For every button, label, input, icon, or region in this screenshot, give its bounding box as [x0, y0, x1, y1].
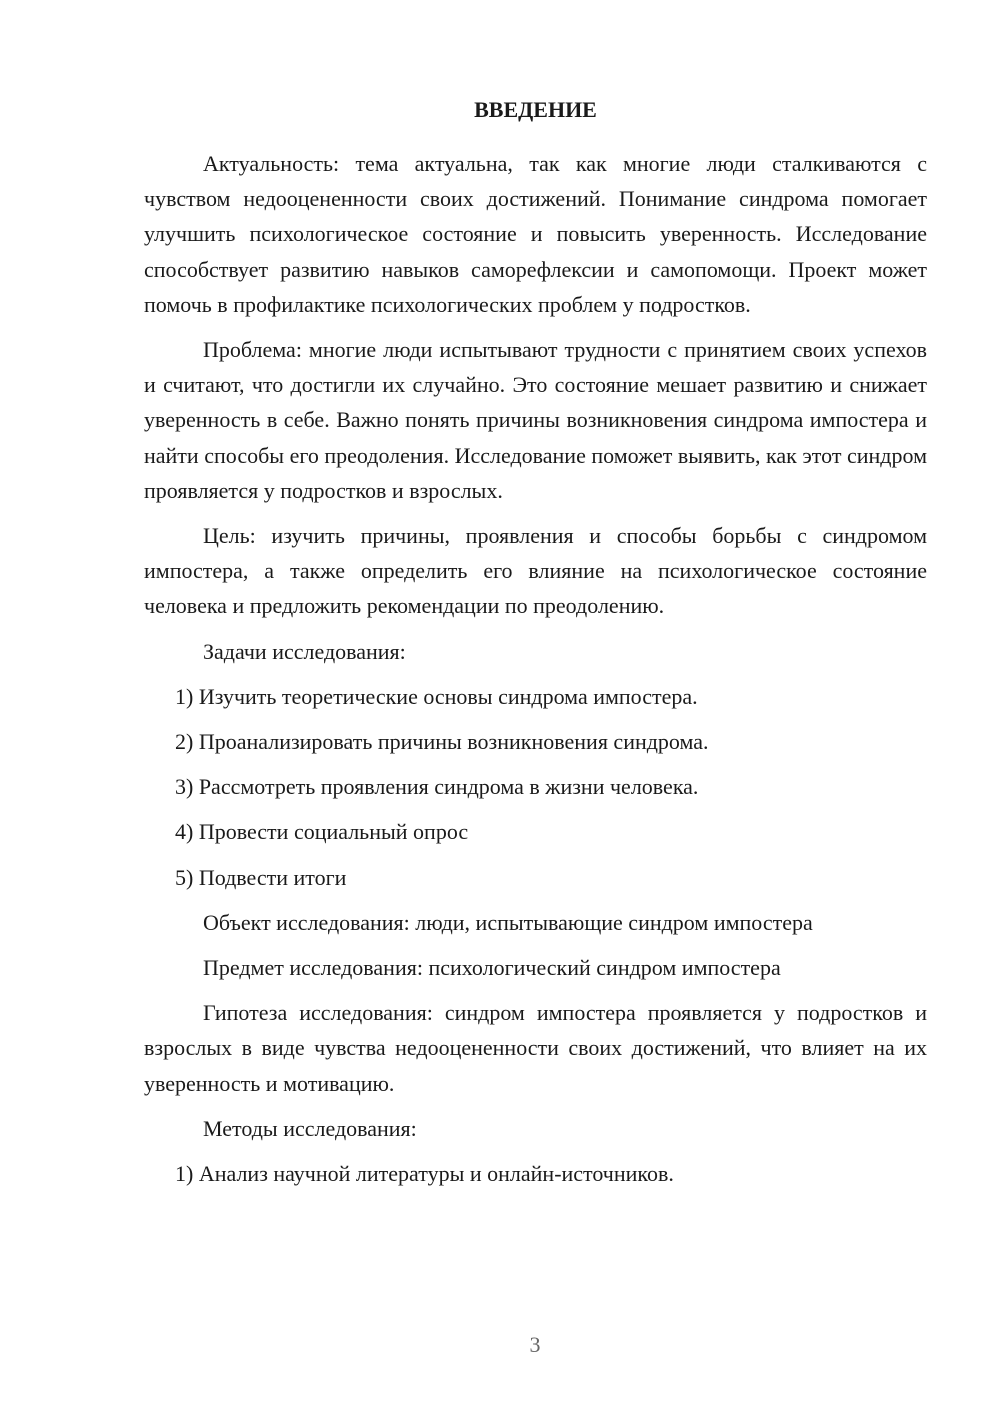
hypothesis-paragraph: Гипотеза исследования: синдром импостера проявляется у подростков и взрослых в виде чувства недооцененности своих достижений, что влияет на их уверенность и мотивацию.	[144, 1000, 927, 1096]
methods-heading: Методы исследования:	[203, 1115, 417, 1141]
tasks-heading: Задачи исследования:	[203, 638, 406, 664]
task-item: 1) Изучить теоретические основы синдрома импостера.	[175, 683, 698, 709]
method-item: 1) Анализ научной литературы и онлайн-источников.	[175, 1161, 674, 1187]
goal-paragraph: Цель: изучить причины, проявления и способы борьбы с синдромом импостера, а также определить его влияние на психологическое состояние человека и предложить рекомендации по преодолению.	[144, 523, 927, 619]
research-object: Объект исследования: люди, испытывающие синдром импостера	[203, 909, 813, 935]
task-item: 3) Рассмотреть проявления синдрома в жизни человека.	[175, 774, 699, 800]
task-item: 2) Проанализировать причины возникновения синдрома.	[175, 729, 709, 755]
section-title: ВВЕДЕНИЕ	[474, 97, 597, 122]
problem-paragraph: Проблема: многие люди испытывают трудности с принятием своих успехов и считают, что достигли их случайно. Это состояние мешает развитию и снижает уверенность в себе. Важно понять причины возникновения синдрома импостера и найти способы его преодоления. Исследование поможет выявить, как этот синдром проявляется у подростков и взрослых.	[144, 337, 927, 503]
document-page	[144, 96, 927, 1201]
research-subject: Предмет исследования: психологический синдром импостера	[203, 955, 781, 981]
task-item: 5) Подвести итоги	[175, 864, 347, 890]
relevance-paragraph: Актуальность: тема актуальна, так как многие люди сталкиваются с чувством недооцененности своих достижений. Понимание синдрома помогает улучшить психологическое состояние и повысить уверенность. Исследование способствует развитию навыков саморефлексии и самопомощи. Проект может помочь в профилактике психологических проблем у подростков.	[144, 151, 927, 317]
page-number: 3	[529, 1332, 541, 1357]
task-item: 4) Провести социальный опрос	[175, 819, 469, 845]
